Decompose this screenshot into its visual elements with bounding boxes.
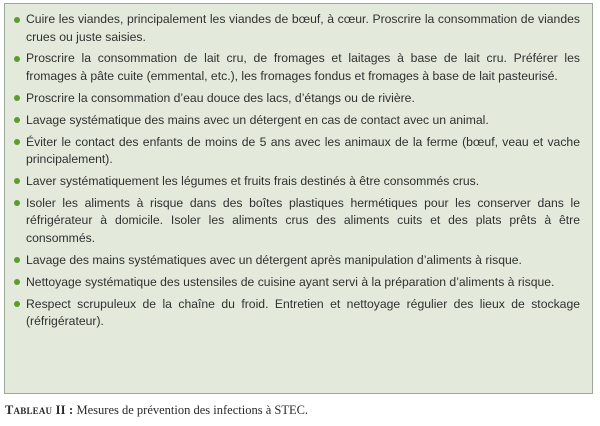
- list-item-text: Nettoyage systématique des ustensiles de cuisine ayant servi à la préparation d’aliments à risque.: [26, 274, 555, 289]
- list-item: [14, 112, 580, 130]
- list-item: [14, 50, 580, 85]
- bullet-icon: [14, 95, 20, 101]
- list-item-text: Isoler les aliments à risque dans des boîtes plastiques hermétiques pour les conserver dans le réfrigérateur à domicile. Isoler les aliments crus des aliments cuits et des plats prêts à être consommés.: [26, 195, 580, 245]
- bullet-icon: [14, 200, 20, 206]
- list-item: [14, 11, 580, 46]
- list-item: [14, 296, 580, 331]
- list-item: [14, 274, 580, 292]
- bullet-icon: [14, 279, 20, 285]
- prevention-list: [5, 4, 592, 331]
- bullet-icon: [14, 139, 20, 145]
- list-item: [14, 173, 580, 191]
- list-item-text: Proscrire la consommation d’eau douce des lacs, d’étangs ou de rivière.: [26, 90, 415, 105]
- bullet-icon: [14, 56, 20, 62]
- list-item-text: Lavage des mains systématiques avec un détergent après manipulation d’aliments à risque.: [26, 252, 522, 267]
- bullet-icon: [14, 301, 20, 307]
- list-item-text: Lavage systématique des mains avec un détergent en cas de contact avec un animal.: [26, 112, 489, 127]
- list-item: [14, 134, 580, 169]
- bullet-icon: [14, 17, 20, 23]
- list-item: [14, 195, 580, 248]
- list-item-text: Laver systématiquement les légumes et fruits frais destinés à être consommés crus.: [26, 173, 480, 188]
- caption-text: Mesures de prévention des infections à STEC.: [73, 403, 309, 417]
- table-caption: [5, 403, 308, 418]
- list-item-text: Éviter le contact des enfants de moins de 5 ans avec les animaux de la ferme (bœuf, veau et vache principalement).: [26, 134, 580, 167]
- list-item-text: Proscrire la consommation de lait cru, de fromages et laitages à base de lait cru. Préférer les fromages à pâte cuite (emmental, etc.), les fromages fondus et fromages à base de lait pasteurisé.: [26, 51, 580, 83]
- bullet-icon: [14, 117, 20, 123]
- list-item: [14, 90, 580, 108]
- prevention-table: [4, 3, 593, 394]
- caption-label: Tableau II :: [5, 403, 74, 417]
- list-item-text: Respect scrupuleux de la chaîne du froid. Entretien et nettoyage régulier des lieux de stockage (réfrigérateur).: [26, 296, 580, 329]
- list-item: [14, 252, 580, 270]
- bullet-icon: [14, 178, 20, 184]
- list-item-text: Cuire les viandes, principalement les viandes de bœuf, à cœur. Proscrire la consommation de viandes crues ou juste saisies.: [26, 12, 580, 44]
- bullet-icon: [14, 257, 20, 263]
